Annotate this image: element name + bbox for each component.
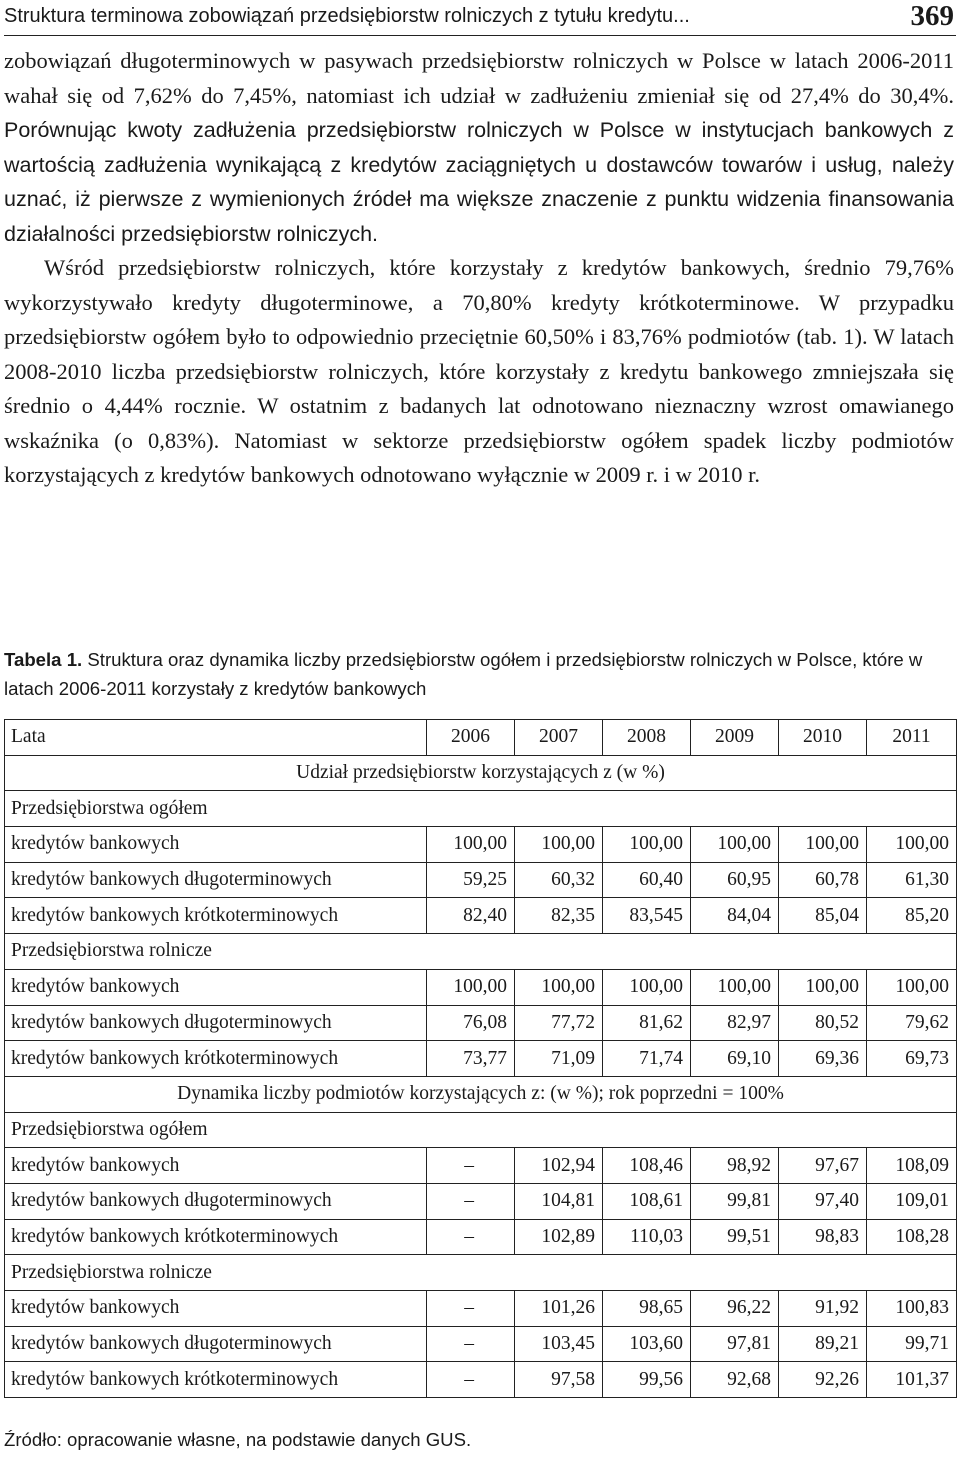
year-cell: 2009 [691,720,779,756]
value-cell: 100,00 [691,827,779,863]
year-cell: 2008 [603,720,691,756]
value-cell: 61,30 [867,862,957,898]
row-label-cell: kredytów bankowych [5,827,427,863]
value-cell: 97,58 [515,1362,603,1398]
value-cell: 85,04 [779,898,867,934]
value-cell: 100,00 [867,827,957,863]
table-row [5,1041,957,1077]
value-cell: 109,01 [867,1183,957,1219]
value-cell: – [427,1291,515,1327]
value-cell: 92,26 [779,1362,867,1398]
group-row [5,934,957,970]
paragraph-1-serif: zobowiązań długoterminowych w pasywach przedsiębiorstw rolniczych w Polsce w latach 2006-2011 wahał się od 7,62% do 7,45%, natomiast ich udział w zadłużeniu zmieniał się od 27,4% do 30,4%. [4,48,954,108]
section-title-row-cell: Dynamika liczby podmiotów korzystających z: (w %); rok poprzedni = 100% [5,1076,957,1112]
value-cell: 98,83 [779,1219,867,1255]
row-label-cell: kredytów bankowych krótkoterminowych [5,898,427,934]
row-label-cell: kredytów bankowych [5,1148,427,1184]
header-label-cell: Lata [5,720,427,756]
value-cell: 59,25 [427,862,515,898]
source-note: Źródło: opracowanie własne, na podstawie danych GUS. [4,1429,472,1450]
group-row-cell: Przedsiębiorstwa rolnicze [5,934,957,970]
paragraph-2: Wśród przedsiębiorstw rolniczych, które korzystały z kredytów bankowych, średnio 79,76% wykorzystywało kredyty długoterminowe, a 70,80% kredyty krótkoterminowe. W przypadku przedsiębiorstw ogółem było to odpowiednio przeciętnie 60,50% i 83,76% podmiotów (tab. 1). W latach 2008-2010 liczba przedsiębiorstw rolniczych, które korzystały z kredytu bankowego zmniejszała się średnio o 4,44% rocznie. W ostatnim z badanych lat odnotowano nieznaczny wzrost omawianego wskaźnika (o 0,83%). Natomiast w sektorze przedsiębiorstw ogółem spadek liczby podmiotów korzystających z kredytów bankowych odnotowano wyłącznie w 2009 r. i w 2010 r. [4,255,954,487]
body-text [4,44,954,493]
value-cell: 108,09 [867,1148,957,1184]
row-label-cell: kredytów bankowych [5,969,427,1005]
table-row [5,827,957,863]
table-row [5,898,957,934]
value-cell: 82,97 [691,1005,779,1041]
paragraph-1 [4,44,954,251]
value-cell: 100,00 [603,969,691,1005]
row-label-cell: kredytów bankowych długoterminowych [5,862,427,898]
row-label-cell: kredytów bankowych krótkoterminowych [5,1362,427,1398]
value-cell: 69,73 [867,1041,957,1077]
value-cell: 100,00 [867,969,957,1005]
value-cell: 81,62 [603,1005,691,1041]
value-cell: 69,10 [691,1041,779,1077]
group-row [5,1255,957,1291]
value-cell: 60,32 [515,862,603,898]
row-label-cell: kredytów bankowych długoterminowych [5,1183,427,1219]
value-cell: 108,28 [867,1219,957,1255]
year-cell: 2010 [779,720,867,756]
section-title-row [5,1076,957,1112]
value-cell: 108,46 [603,1148,691,1184]
value-cell: 77,72 [515,1005,603,1041]
value-cell: 97,40 [779,1183,867,1219]
value-cell: – [427,1326,515,1362]
data-table [4,719,957,1398]
section-title-row [5,755,957,791]
value-cell: 101,37 [867,1362,957,1398]
value-cell: 89,21 [779,1326,867,1362]
value-cell: 100,00 [427,969,515,1005]
value-cell: 100,00 [691,969,779,1005]
value-cell: 100,00 [603,827,691,863]
group-row [5,791,957,827]
paragraph-1-sans: Porównując kwoty zadłużenia przedsiębiorstw rolniczych w Polsce w instytucjach bankowych z wartością zadłużenia wynikającą z kredytów zaciągniętych u dostawców towarów i usług, należy uznać, iż pierwsze z wymienionych źródeł ma większe znaczenie z punktu widzenia finansowania działalności przedsiębiorstw rolniczych. [4,118,954,246]
value-cell: – [427,1362,515,1398]
row-label-cell: kredytów bankowych długoterminowych [5,1005,427,1041]
table-row [5,1005,957,1041]
table-row [5,1183,957,1219]
row-label-cell: kredytów bankowych krótkoterminowych [5,1041,427,1077]
value-cell: 96,22 [691,1291,779,1327]
value-cell: 100,00 [515,969,603,1005]
value-cell: 85,20 [867,898,957,934]
value-cell: 69,36 [779,1041,867,1077]
value-cell: 104,81 [515,1183,603,1219]
value-cell: 103,60 [603,1326,691,1362]
running-header [4,2,956,36]
value-cell: 79,62 [867,1005,957,1041]
value-cell: 99,51 [691,1219,779,1255]
row-label-cell: kredytów bankowych długoterminowych [5,1326,427,1362]
running-title: Struktura terminowa zobowiązań przedsiębiorstw rolniczych z tytułu kredytu... [4,5,690,27]
table-row [5,862,957,898]
row-label-cell: kredytów bankowych krótkoterminowych [5,1219,427,1255]
table-caption [4,645,954,703]
value-cell: 100,00 [515,827,603,863]
value-cell: 83,545 [603,898,691,934]
table-caption-text: Struktura oraz dynamika liczby przedsiębiorstw ogółem i przedsiębiorstw rolniczych w Polsce, które w latach 2006-2011 korzystały z kredytów bankowych [4,649,923,699]
value-cell: 71,09 [515,1041,603,1077]
table-row [5,1326,957,1362]
table-row [5,1291,957,1327]
table-header-row [5,720,957,756]
value-cell: 73,77 [427,1041,515,1077]
value-cell: 97,81 [691,1326,779,1362]
value-cell: 99,81 [691,1183,779,1219]
value-cell: 60,78 [779,862,867,898]
value-cell: 98,92 [691,1148,779,1184]
value-cell: 101,26 [515,1291,603,1327]
value-cell: 97,67 [779,1148,867,1184]
table-row [5,1148,957,1184]
value-cell: 100,00 [779,827,867,863]
value-cell: 100,83 [867,1291,957,1327]
value-cell: 108,61 [603,1183,691,1219]
value-cell: 60,40 [603,862,691,898]
value-cell: 82,40 [427,898,515,934]
year-cell: 2006 [427,720,515,756]
value-cell: 98,65 [603,1291,691,1327]
group-row [5,1112,957,1148]
value-cell: – [427,1148,515,1184]
value-cell: 100,00 [427,827,515,863]
table-row [5,1219,957,1255]
value-cell: 99,71 [867,1326,957,1362]
value-cell: 60,95 [691,862,779,898]
value-cell: 102,89 [515,1219,603,1255]
value-cell: 80,52 [779,1005,867,1041]
group-row-cell: Przedsiębiorstwa ogółem [5,791,957,827]
value-cell: 102,94 [515,1148,603,1184]
page-number: 369 [910,0,954,32]
value-cell: 99,56 [603,1362,691,1398]
value-cell: 110,03 [603,1219,691,1255]
value-cell: – [427,1219,515,1255]
value-cell: 76,08 [427,1005,515,1041]
value-cell: 91,92 [779,1291,867,1327]
value-cell: 103,45 [515,1326,603,1362]
group-row-cell: Przedsiębiorstwa rolnicze [5,1255,957,1291]
row-label-cell: kredytów bankowych [5,1291,427,1327]
table-row [5,1362,957,1398]
value-cell: 92,68 [691,1362,779,1398]
value-cell: 71,74 [603,1041,691,1077]
section-title-row-cell: Udział przedsiębiorstw korzystających z (w %) [5,755,957,791]
value-cell: 100,00 [779,969,867,1005]
table-row [5,969,957,1005]
table-body [5,720,957,1398]
table-caption-label: Tabela 1. [4,649,83,670]
value-cell: – [427,1183,515,1219]
year-cell: 2011 [867,720,957,756]
group-row-cell: Przedsiębiorstwa ogółem [5,1112,957,1148]
year-cell: 2007 [515,720,603,756]
value-cell: 84,04 [691,898,779,934]
value-cell: 82,35 [515,898,603,934]
